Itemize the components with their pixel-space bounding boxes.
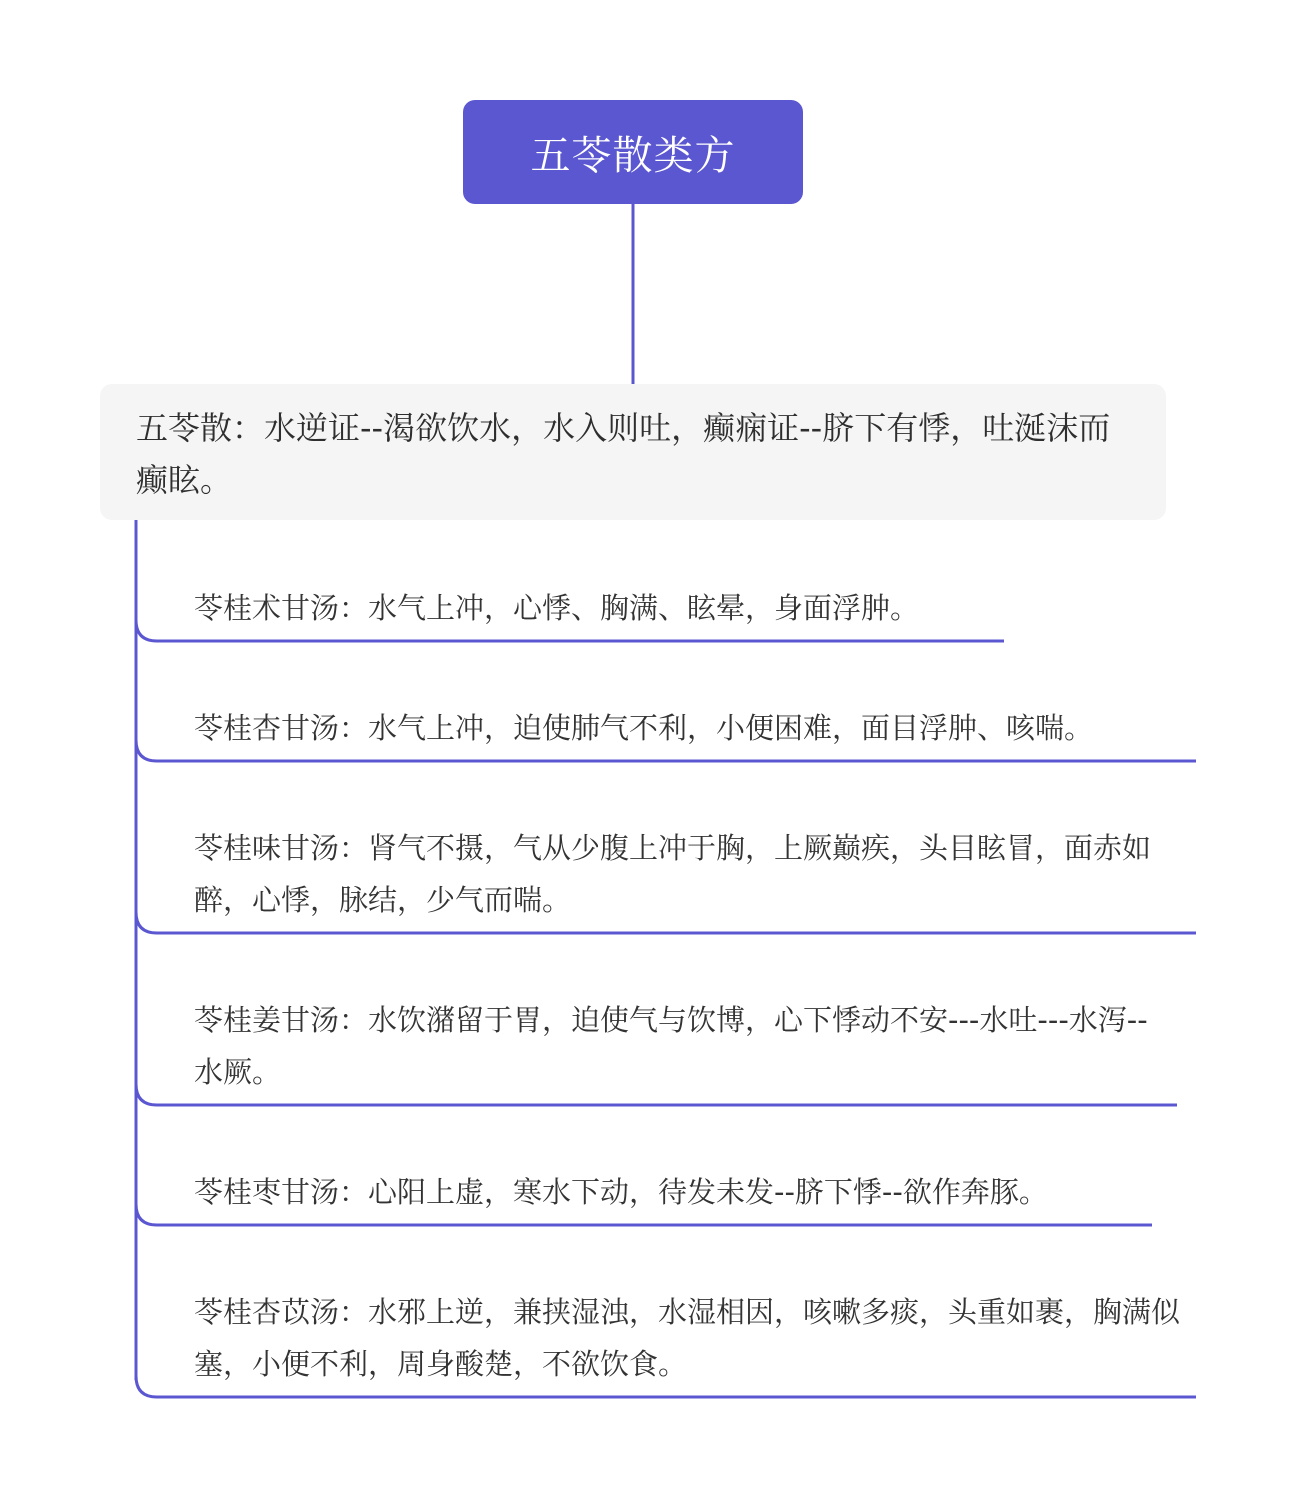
- subtopic-label: 苓桂术甘汤：水气上冲，心悸、胸满、眩晕，身面浮肿。: [194, 591, 920, 625]
- subtopic-node-4[interactable]: [194, 994, 1170, 1098]
- subtopic-node-2[interactable]: [194, 702, 1194, 754]
- subtopic-node-1[interactable]: [194, 582, 1054, 634]
- subtopic-node-5[interactable]: [194, 1166, 1154, 1218]
- root-node[interactable]: [463, 100, 803, 204]
- subtopic-label: 苓桂杏苡汤：水邪上逆，兼挟湿浊，水湿相因，咳嗽多痰，头重如裹，胸满似塞，小便不利，周身酸楚，不欲饮食。: [194, 1295, 1181, 1381]
- main-topic-node[interactable]: [100, 384, 1166, 520]
- subtopic-label: 苓桂枣甘汤：心阳上虚，寒水下动，待发未发--脐下悸--欲作奔豚。: [194, 1175, 1048, 1209]
- main-topic-label: 五苓散：水逆证--渴欲饮水，水入则吐，癫痫证--脐下有悸，吐涎沫而癫眩。: [136, 409, 1111, 499]
- subtopic-node-6[interactable]: [194, 1286, 1190, 1390]
- subtopic-label: 苓桂姜甘汤：水饮潴留于胃，迫使气与饮博，心下悸动不安---水吐---水泻--水厥。: [194, 1003, 1148, 1089]
- subtopic-label: 苓桂味甘汤：肾气不摄，气从少腹上冲于胸，上厥巅疾，头目眩冒，面赤如醉，心悸，脉结，少气而喘。: [194, 831, 1152, 917]
- root-node-label: 五苓散类方: [530, 132, 736, 179]
- subtopic-node-3[interactable]: [194, 822, 1190, 926]
- subtopic-label: 苓桂杏甘汤：水气上冲，迫使肺气不利，小便困难，面目浮肿、咳喘。: [194, 711, 1094, 745]
